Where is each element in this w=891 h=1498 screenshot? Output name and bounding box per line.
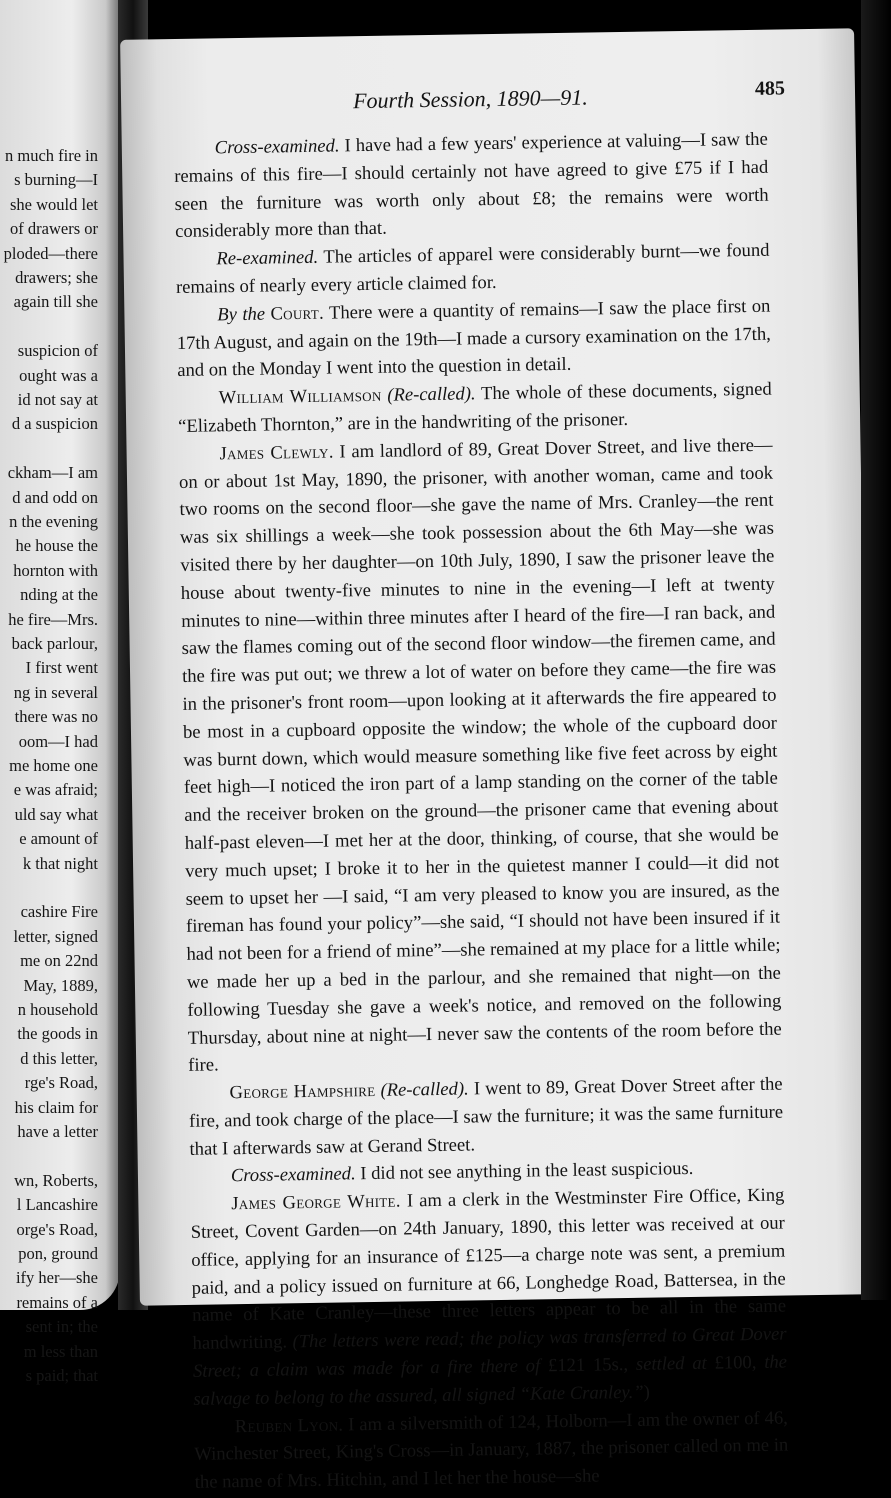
- section-head: By the: [217, 303, 266, 326]
- left-page-line: he house the: [15, 536, 98, 556]
- left-page-line: sent in; the: [25, 1317, 98, 1337]
- witness-name: George Hampshire: [229, 1080, 376, 1104]
- paragraph-text: The whole of these documents, signed “Elizabeth Thornton,” are in the handwriting of the prisoner.: [178, 378, 772, 437]
- left-page-line: ify her—she: [15, 1268, 98, 1288]
- left-page-line: orge's Road,: [16, 1219, 98, 1239]
- paragraph-re-examined: [175, 237, 770, 302]
- left-page-line: there was no: [14, 707, 98, 727]
- left-page-line: wn, Roberts,: [14, 1170, 98, 1190]
- left-page-line: the goods in: [17, 1024, 98, 1044]
- recalled-label: (Re-called).: [380, 1078, 469, 1101]
- witness-name: James George White.: [231, 1190, 401, 1215]
- left-page-line: oom—I had: [18, 731, 98, 751]
- paragraph-text: The articles of apparel were considerably burnt—we found remains of nearly every article claimed for.: [175, 239, 770, 298]
- witness-name: Reuben Lyon.: [234, 1414, 344, 1437]
- left-page-line: cashire Fire: [20, 902, 98, 922]
- paragraph-witness-lyon: [194, 1404, 789, 1497]
- left-page-line: ng in several: [13, 682, 98, 702]
- paragraph-witness-williamson: [178, 376, 773, 441]
- left-page-line: ploded—there: [3, 243, 98, 263]
- left-page-line: I first went: [25, 658, 98, 678]
- left-page-line: of drawers or: [10, 219, 98, 239]
- paragraph-witness-white: [190, 1182, 787, 1414]
- left-page-line: d a suspicion: [11, 414, 98, 434]
- left-page-line: pon, ground: [18, 1244, 98, 1263]
- recalled-label: (Re-called).: [387, 383, 476, 406]
- paragraph-by-the-court: [176, 292, 771, 385]
- left-page-line: e was afraid;: [13, 780, 98, 800]
- paragraph-text: I am a clerk in the Westminster Fire Office, King Street, Covent Garden—on 24th January, 1890, this letter was received at our office, applying for an insurance of £125—a charge note was sent, a premium paid, and a policy issued on furniture at 66, Longhedge Road, Battersea, in the name of Kate Cranley—these three letters appear to be all in the same handwriting.: [190, 1184, 787, 1355]
- left-page-line: m less than: [23, 1341, 98, 1361]
- left-page-line: d and odd on: [12, 487, 98, 507]
- paragraph-witness-clewly: [178, 431, 782, 1080]
- left-page-line: d this letter,: [20, 1048, 98, 1068]
- section-head: Cross-examined.: [230, 1163, 356, 1187]
- left-page-line: s burning—I: [14, 170, 98, 190]
- left-page-line: ckham—I am: [7, 463, 98, 483]
- left-page-line: s paid; that: [25, 1366, 98, 1385]
- section-head: Re-examined.: [216, 246, 319, 270]
- left-page-line: k that night: [22, 853, 98, 873]
- left-page-line: remains of a: [16, 1292, 98, 1312]
- paragraph-text: I am landlord of 89, Great Dover Street, and live there—on or about 1st May, 1890, the prisoner, with another woman, came and took two rooms on the second floor—she gave the name of Mrs. Cranley—the rent was six shillings a week—she took possession about the 6th May—she was visited there by her daughter—on 10th July, 1890, I saw the prisoner leave the house about twenty-five minutes to nine in the evening—I left at twenty minutes to nine—within three minutes after I heard of the fire—I ran back, and saw the flames coming out of the second floor window—the firemen came, and the fire was put out; we threw a lot of water on before they came—the fire was in the prisoner's front room—upon looking at it afterwards the fire appeared to be most in a cupboard opposite the window; the whole of the cupboard door was burnt down, which would measure something like five feet across by eight feet high—I noticed the iron part of a lamp standing on the corner of the table and the receiver broken on the ground—the prisoner came that evening about half-past eleven—I met her at the door, thinking, of course, that she would be very much upset; I broke it to her in the quietest manner I could—it did not seem to upset her —I said, “I am very pleased to know you are insured, as the fireman has found your policy”—she said, “I should not have been insured if it had not been for a friend of mine”—she remained at my place for a little while; we made her up a bed in the parlour, and she remained that night—on the following Tuesday she gave a week's notice, and removed on the following Thursday, about nine at night—I never saw the contents of the room before the fire.: [178, 434, 782, 1077]
- left-page-line: again till she: [13, 292, 98, 312]
- left-page-line: me on 22nd: [20, 951, 98, 971]
- left-page-line: she would let: [10, 194, 98, 214]
- left-page-line: ought was a: [19, 365, 98, 385]
- running-head: Fourth Session, 1890—91.: [352, 84, 588, 114]
- left-page-line: me home one: [9, 756, 98, 775]
- sum-value: £121 15s.,: [540, 1354, 629, 1377]
- left-page-line: May, 1889,: [23, 975, 98, 995]
- page-header: [121, 76, 855, 118]
- paragraph-text: There were a quantity of remains—I saw the place first on 17th August, and again on the 19th—I made a cursory examination on the 17th, and on the Monday I went into the question in detail.: [176, 295, 771, 382]
- left-page-line: nding at the: [20, 585, 98, 605]
- left-page-line: n the evening: [9, 512, 98, 531]
- page-number: 485: [754, 77, 786, 100]
- left-page-line: n much fire in: [4, 146, 98, 165]
- left-page-line: have a letter: [17, 1122, 98, 1141]
- left-page-line: suspicion of: [17, 341, 98, 361]
- witness-name: James Clewly.: [219, 441, 334, 465]
- court-note: (The letters were read; the policy was transferred to Great Dover Street; a claim was made for a fire there of: [192, 1323, 787, 1382]
- paragraph-text: I am a silversmith of 124, Holborn—I am the owner of 46, Winchester Street, King's Cross—in January, 1887, the prisoner called on me in the name of Mrs. Hitchin, and I let her the house—she: [194, 1407, 789, 1494]
- paragraph-witness-hampshire: [188, 1071, 783, 1164]
- left-page-line: uld say what: [14, 804, 98, 824]
- right-page: [120, 28, 874, 1494]
- paragraph-text: I did not see anything in the least suspicious.: [355, 1158, 694, 1185]
- left-page-line: l Lancashire: [16, 1195, 98, 1215]
- left-page-fragment: [0, 0, 120, 1385]
- left-page-line: hornton with: [13, 560, 98, 580]
- left-page-line: id not say at: [17, 390, 98, 409]
- scan-border: [861, 0, 891, 1300]
- witness-name: William Williamson: [218, 384, 382, 409]
- left-page-line: he fire—Mrs.: [8, 609, 98, 629]
- paragraph-cross-examined-1: [174, 126, 770, 247]
- testimony-text: [174, 126, 789, 1497]
- left-page-line: drawers; she: [15, 268, 98, 287]
- left-page-line: letter, signed: [13, 926, 98, 946]
- left-page-line: his claim for: [14, 1097, 98, 1117]
- note-close: ): [643, 1381, 650, 1403]
- sum-value: £100,: [706, 1352, 757, 1374]
- left-page-line: back parlour,: [11, 634, 98, 653]
- left-page-line: n household: [17, 1000, 98, 1019]
- left-page-line: e amount of: [19, 829, 98, 849]
- court-label: Court.: [270, 302, 325, 325]
- paragraph-text: I went to 89, Great Dover Street after the fire, and took charge of the place—I saw the furniture; it was the same furniture that I afterwards saw at Gerand Street.: [188, 1073, 784, 1160]
- left-page-line: rge's Road,: [24, 1073, 98, 1093]
- section-head: Cross-examined.: [214, 135, 340, 159]
- court-note: the salvage to belong to the assured, all signed “Kate Cranley.”: [193, 1351, 788, 1410]
- paragraph-text: I have had a few years' experience at valuing—I saw the remains of this fire—I should certainly not have agreed to give £75 if I had seen the furniture was worth only about £8; the remains were worth considerably more than that.: [174, 128, 769, 243]
- court-note: settled at: [627, 1352, 707, 1376]
